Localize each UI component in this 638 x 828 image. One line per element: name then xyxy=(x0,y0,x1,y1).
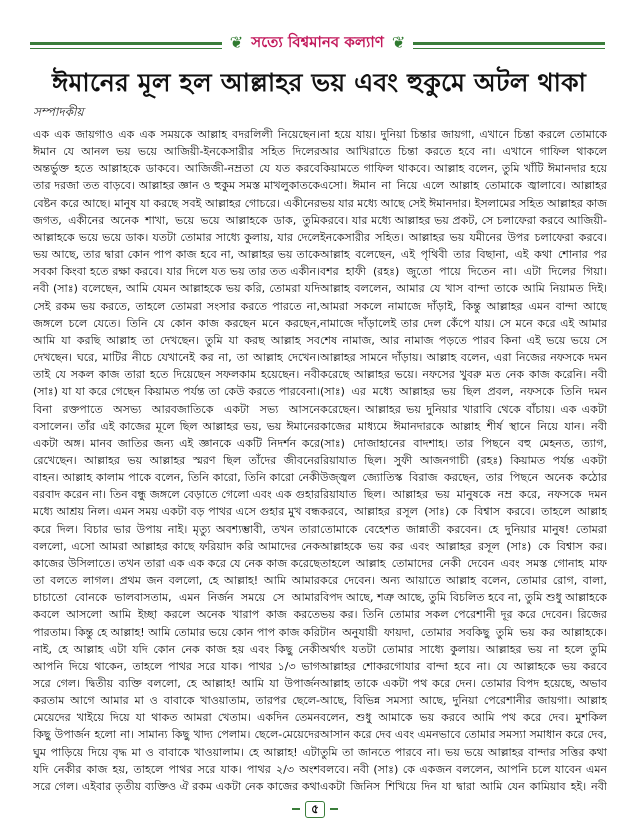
masthead-rule-left xyxy=(30,42,222,45)
floral-ornament-icon: ❦ xyxy=(391,33,406,52)
masthead xyxy=(30,30,605,56)
article-headline: ঈমানের মূল হল আল্লাহর ভয় এবং হুকুমে অটল থাকা xyxy=(51,68,587,97)
floral-ornament-icon: ❦ xyxy=(229,33,244,52)
column-text: না হয়ে যায়। দুনিয়া চিন্তার জায়গা, এখানে চিন্তা করলে তোমাকে আর আখিরাতে চিন্তা করতে হবে না। এখানে গাফিল থাকলে কিয়ামতে গাফিল থাকবে। আল্লাহ বলেন, তুমি খাঁটি ঈমানদার হয়ে এসো। ঈমান না নিয়ে এলে আল্লাহ তোমাকে জ্বালাবে। আল্লাহর ভয় যার মধ্যে আছে সেই ঈমানদার। ইসলামের সহিত আল্লাহর কাজ করবে। যার মধ্যে আল্লাহর ভয় প্রকট, সে চলাফেরা করবে আজিয়ী-ইনকেসারীর সহিত। আল্লাহর ভয় যমীনের উপর চলাফেরা করবে। আল্লাহ বলেছেন, এই পৃথিবী তার বিছানা, এই কথা শোনার পর বশর হাফী (রহঃ) জুতো পায়ে দিতেন না। এটা দিলের গিয়া। আল্লাহ বললেন, আমার যে খাস বান্দা তাকে আমি নিয়ামত দিই। আমরা সকলে নামাজে দাঁড়াই, কিন্তু আল্লাহর এমন বান্দা আছে নামাজে দাঁড়ালেই তার দেল কেঁপে যায়। সে মনে করে এই আমার শেষ নামাজ, আর নামাজ পড়তে পারব কিনা এই ভয়ে ভয়ে সে আল্লাহর সামনে দাঁড়ায়। আল্লাহ বলেন, এরা নিজের নফসকে দমন করেছে আল্লাহর ভয়ে। নফসের খুবরু মত নেক কাজ করেনি। নবী (সাঃ) এর মধ্যে আল্লাহর ভয় ছিল প্রবল, নফসকে তিনি দমন করেছেন। আল্লাহর ভয় দুনিয়ার খারাবি থেকে বাঁচায়। এক একটা কাজের মাধ্যমে ঈমানদারকে আল্লাহ শীর্ষ স্থানে নিয়ে যান। নবী (সাঃ) দোজাহানের বাদশাহ। তার পিছনে বহু মেহনত, ত্যাগ, রিয়াযাত ছিল। সুফী আজনগাচী (রহঃ) কিয়ামত পর্যন্ত একটা উজ্জ্বল জ্যোতিস্ক বিরাজ করছেন, তার পিছনে অনেক কঠোর রিয়াযাত ছিল। আল্লাহর ভয় মানুষকে নম্র করে, নফসকে দমন করবে, আল্লাহর রসূল (সাঃ) কে বিশ্বাস করবে। তাহলে আল্লাহ তোমাকে বেহেশত জান্নাতী করবেন। হে দুনিয়ার মানুষ! তোমরা আল্লাহকে ভয় কর এবং আল্লাহর রসূল (সাঃ) কে বিশ্বাস কর। তাহলে আল্লাহ তোমাদের নেকী দেবেন এবং সমস্ত গোনাহ মাফ করে দেবেন। অন্য আয়াতে আল্লাহ বলেন, তোমার রোগ, বালা, বিপদ আছে, শত্রু আছে, তুমি বিচলিত হবে না, তুমি শুধু আল্লাহকে ভয় কর। তিনি তোমার সকল পেরেশানী দূর করে দেবেন। রিজের টান অনুযায়ী ফায়দা, তোমার সবকিছু তুমি ভয় কর আল্লাহকে। অর্থাৎ যতটা তোমার সাধ্যে কুলায়। আল্লাহর ভয় না হলে তুমি আল্লাহর শোকরগোযার বান্দা হবে না। যে আল্লাহকে ভয় করবে আল্লাহ তাকে একটা পথ করে দেন। তোমার বিপদ হয়েছে, অভাব আছে, বিভিন্ন সমস্যা আছে, দুনিয়া পেরেশানীর জায়গা। আল্লাহ বলেন, শুধু আমাকে ভয় করবে আমি পথ করে দেব। মুশকিল আসান করে দেব এবং এমনভাবে তোমার সমস্যা সমাধান করে দেব, তুমি তা জানতে পারবে না। ভয় ভয়ে আল্লাহর বান্দার সত্তির কথা বলবে। নবী (সাঃ) কে একজন বললেন, আপনি চলে যাবেন এমন একটা জিনিস শিখিয়ে দিন যা দ্বারা আমি যেন কামিয়াব হই। নবী xyxy=(320,128,607,793)
page-number-badge xyxy=(300,800,330,818)
article-column-left xyxy=(33,126,320,796)
article-column-right xyxy=(320,126,607,796)
page-number: ৫ xyxy=(305,801,325,818)
masthead-rule-right xyxy=(413,42,605,45)
masthead-title: সত্যে বিশ্বমানব কল্যাণ xyxy=(251,32,384,51)
column-text: এক এক জায়গাও এক এক সময়কে আল্লাহ বদরলিলী নিয়েছেন। ঈমান যে আনল ভয় ভয়ে আজিয়ী-ইনকেসারীর সহিত দিলের অন্তর্ভুক্ত হতে আল্লাহকে ডাকবে। আজিজী-নম্রতা যে যত করবে তার দরজা তত বাড়বে। আল্লাহর জ্ঞান ও হুকুম সমস্ত মাখলুকাতকে বেষ্টন করে আছে। মানুষ যা করছে সবই আল্লাহর গোচরে। একীনের জগত, একীনের অনেক শাখা, ভয়ে ভয়ে আল্লাহকে ডাক, তুমি আল্লাহকে ভয়ে ভয়ে ডাক। যতটা তোমার সাধ্যে কুলায়, যার দেলে ভয় আছে, তার দ্বারা কোন পাপ কাজ হবে না, আল্লাহর ভয় তাকে সবকা কিংবা হতে রক্ষা করবে। যার দিলে যত ভয় তার তত একীন। নবী (সাঃ) বলেছেন, আমি যেমন আল্লাহকে ভয় করি, তোমরা যদি সেই রকম ভয় করতে, তাহলে তোমরা সংসার করতে পারতে না, জঙ্গলে চলে যেতে। তিনি যে কোন কাজ করছেন মনে করছেন, আমি যা করছি আল্লাহ তা দেখছেন। তুমি যা করছ আল্লাহ সব দেখছেন। ঘরে, মাটির নীচে যেখানেই কর না, তা আল্লাহ দেখেন। তাই যে সকল কাজ তারা হতে দিয়েছেন সফলকাম হয়েছেন। নবী (সাঃ) যা যা করে গেছেন কিয়ামত পর্যন্ত তা কেউ করতে পারবেনা। বিনা রক্তপাতে অসভ্য আরবজাতিকে একটা সভ্য আসনে বসালেন। তাঁর এই কাজের মূলে ছিল আল্লাহর ভয়, ভয় ঈমানের একটা অঙ্গ। মানব জাতির জন্য এই জ্ঞানকে একটি নিদর্শন করে রেখেছেন। আল্লাহর ভয় আল্লাহর স্মরণ ছিল তাঁদের জীবনের বাহন। আল্লাহ কালাম পাকে বলেন, তিনি কারো, তিনি কারো নেকী বরবাদ করেন না। তিন বন্ধু জঙ্গলে বেড়াতে গেলো এবং এক গুহার মধ্যে আশ্রয় নিল। এমন সময় একটা বড় পাথর এসে গুহার মুখ বন্ধ করে দিল। বিচার ভার উপায় নাই। মৃত্যু অবশ্যম্ভাবী, তখন তারা বললো, এসো আমরা আল্লাহর কাছে ফরিয়াদ করি আমাদের নেক কাজের উসিলাতে। তখন তারা এক এক করে যে নেক কাজ করেছে তা বলতে লাগল। প্রথম জন বললো, হে আল্লাহ! আমি আমার চাচাতো বোনকে ভালবাসতাম, এমন নির্জন সময়ে সে আমার কবলে আসলো আমি ইচ্ছা করলে অনেক খারাপ কাজ করতে পারতাম। কিন্তু হে আল্লাহ! আমি তোমার ভয়ে কোন পাপ কাজ করি নাই, হে আল্লাহ এটা যদি কোন নেক কাজ হয় এবং কিছু নেকী আপনি দিয়ে থাকেন, তাহলে পাথর সরে যাক। পাথর ১/৩ ভাগ সরে গেল। দ্বিতীয় ব্যক্তি বললো, হে আল্লাহ! আমি যা উপার্জন করতাম আগে আমার মা ও বাবাকে খাওয়াতাম, তারপর ছেলে-মেয়েদের খাইয়ে দিয়ে যা থাকত আমরা খেতাম। একদিন তেমন কিছু উপার্জন হলো না। সামান্য কিছু খাদ্য পেলাম। ছেলে-মেয়েদের ঘুম পাড়িয়ে দিয়ে বৃদ্ধ মা ও বাবাকে খাওয়ালাম। হে আল্লাহ! এটা যদি নেকীর কাজ হয়, তাহলে পাথর সরে যাক। পাথর ২/৩ অংশ সরে গেল। এইবার তৃতীয় ব্যক্তিও ঐ রকম একটা নেক কাজের কথা xyxy=(33,128,320,793)
article-byline: সম্পাদকীয় xyxy=(33,105,84,119)
